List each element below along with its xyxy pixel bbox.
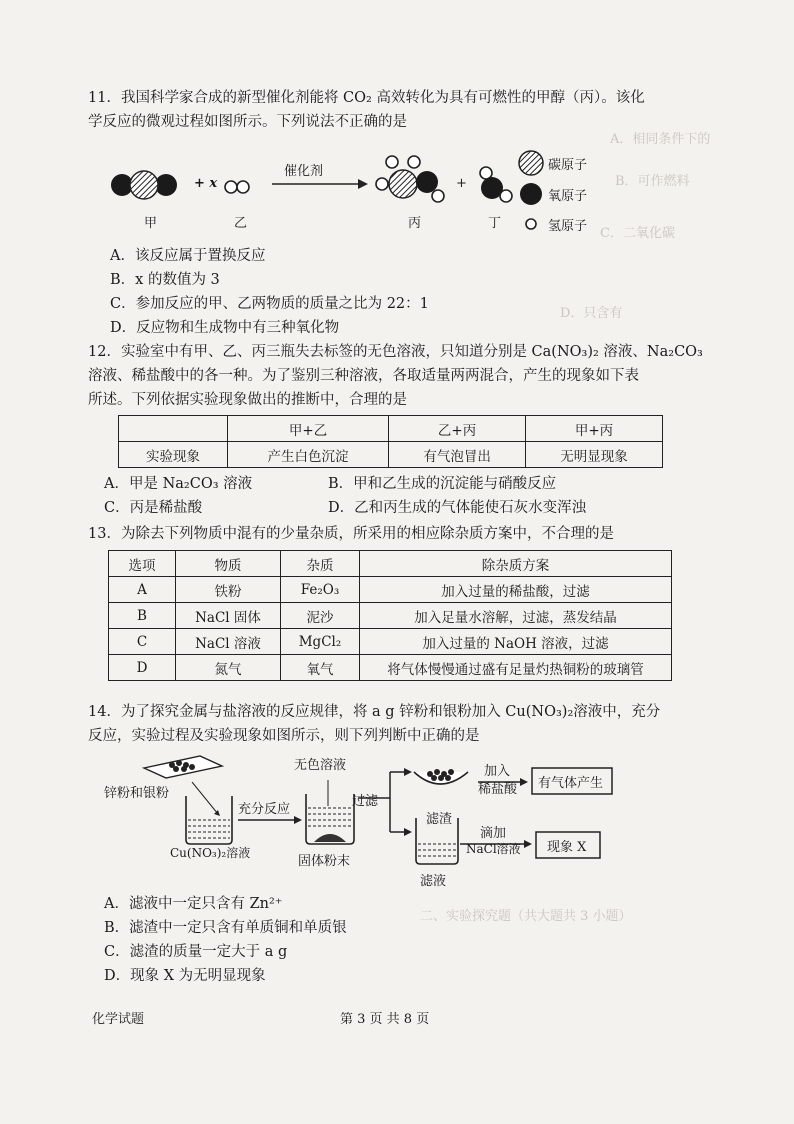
q11-catalyst-label: 催化剂 — [284, 164, 324, 179]
table-cell — [119, 416, 228, 442]
table-cell: 泥沙 — [281, 603, 360, 629]
table-cell: 铁粉 — [176, 577, 281, 603]
molecule-ding — [480, 167, 512, 202]
q12-table — [118, 415, 663, 468]
q13-stem: 13．为除去下列物质中混有的少量杂质，所采用的相应除杂质方案中，不合理的是 — [88, 526, 614, 542]
label-add: 加入 — [484, 764, 511, 779]
label-yi: 乙 — [234, 216, 248, 231]
q12-option-b: B．甲和乙生成的沉淀能与硝酸反应 — [328, 476, 557, 492]
label-ding: 丁 — [488, 216, 502, 231]
table-cell: 氧气 — [281, 655, 360, 681]
table-row — [109, 603, 672, 629]
legend-hydrogen: 氢原子 — [548, 219, 588, 234]
table-cell: 无明显现象 — [526, 442, 663, 468]
table-cell: MgCl₂ — [281, 629, 360, 655]
table-row — [119, 416, 663, 442]
q12-option-c: C．丙是稀盐酸 — [104, 500, 203, 516]
residue-dish-icon — [414, 769, 468, 784]
label-filtrate: 滤液 — [420, 874, 447, 889]
q11-option-c: C．参加反应的甲、乙两物质的质量之比为 22：1 — [110, 296, 429, 312]
molecule-jia — [111, 171, 177, 199]
q14-option-a: A．滤液中一定只含有 Zn²⁺ — [104, 896, 283, 912]
label-full-react: 充分反应 — [238, 802, 291, 817]
table-cell: 杂质 — [281, 551, 360, 577]
table-cell: A — [109, 577, 176, 603]
q14-process-diagram — [100, 748, 660, 898]
legend-carbon: 碳原子 — [548, 158, 588, 173]
label-jia: 甲 — [144, 216, 158, 231]
table-cell: B — [109, 603, 176, 629]
q11-plus-x: + x — [194, 176, 218, 191]
q11-stem-line2: 学反应的微观过程如图所示。下列说法不正确的是 — [88, 114, 407, 130]
exam-page: A．相同条件下的 B．可作燃料 C．二氧化碳 D．只含有 二、实验探究题（共大题共 3 小题） 11．我国科学家合成的新型催化剂能将 CO₂ 高效转化为具有可燃性的甲醇（丙）。该化 学反应的微观过程如图所示。下列说法不正确的是 + x 催化剂 + 甲 乙 丙 丁 碳原子 氧原子 氢原子 A．该反应属于置换反应 B．x 的数值为 3 C．参加反应的甲、乙两物质的质量之比为 22：1 D．反应物和生成物中有三种氧化物 12．实验室中有甲、乙、丙三瓶失去标签的无色溶液，只知道分别是 Ca(NO₃)₂ 溶液、Na₂CO₃ 溶液、稀盐酸中的各一种。为了鉴别三种溶液，各取适量两两混合，产生的现象如下表 所述。下列依据实验现象做出的推断中，合理的是 甲+乙 乙+丙 甲+丙 实验现象 产生白色沉淀 有气泡冒出 无明显现象 A．甲是 Na₂CO₃ 溶液 B．甲和乙生成的沉淀能与硝酸反应 C．丙是稀盐酸 D．乙和丙生成的气体能使石灰水变浑浊 13．为除去下列物质中混有的少量杂质，所采用的相应除杂质方案中，不合理的是 选项 物质 杂质 除杂质方案 A 铁粉 Fe₂O₃ 加入过量的稀盐酸，过滤 B NaCl 固体 泥沙 加入足量水溶解，过滤，蒸发结晶 C NaCl 溶液 MgCl₂ 加入过量的 NaOH 溶液，过滤 D 氮气 氧气 将气体慢慢通过盛有足量灼热铜粉的玻璃管 14．为了探究金属与盐溶液的反应规律，将 a g 锌粉和银粉加入 Cu(NO₃)₂溶液中，充分 反应，实验过程及实验现象如图所示，则下列判断中正确的是 锌粉和银粉 充分反应 无色溶液 过滤 Cu(NO₃)₂溶液 固体粉末 滤渣 滤液 加入 稀盐酸 有气体产生 滴加 NaCl溶液 现象 X A．滤液中一定只含有 Zn²⁺ B．滤渣中一定只含有单质铜和单质银 C．滤渣的质量一定大于 a g D．现象 X 为无明显现象 化学试题 第 3 页 共 8 页 — [88, 90, 711, 1027]
label-phenom-x: 现象 X — [547, 840, 587, 855]
q11-stem-line1: 11．我国科学家合成的新型催化剂能将 CO₂ 高效转化为具有可燃性的甲醇（丙）。该化 — [88, 90, 645, 106]
q14-option-d: D．现象 X 为无明显现象 — [104, 968, 266, 984]
table-cell: D — [109, 655, 176, 681]
molecule-yi — [225, 181, 249, 193]
q11-option-d: D．反应物和生成物中有三种氧化物 — [110, 320, 340, 336]
label-filter: 过滤 — [352, 794, 379, 809]
table-cell: 加入足量水溶解，过滤，蒸发结晶 — [360, 603, 672, 629]
label-drop: 滴加 — [480, 826, 507, 841]
table-row — [119, 442, 663, 468]
molecule-bing — [376, 156, 444, 202]
powder-tray-icon — [144, 756, 222, 778]
q11-option-a: A．该反应属于置换反应 — [110, 248, 266, 264]
label-gas: 有气体产生 — [538, 776, 604, 791]
label-cu-solution: Cu(NO₃)₂溶液 — [170, 846, 251, 860]
q12-option-d: D．乙和丙生成的气体能使石灰水变浑浊 — [328, 500, 587, 516]
label-residue: 滤渣 — [426, 812, 453, 827]
carbon-legend-icon — [519, 151, 543, 175]
q11-plus2: + — [456, 176, 467, 191]
label-naoh: NaCl溶液 — [466, 842, 521, 856]
table-row — [109, 629, 672, 655]
table-row — [109, 577, 672, 603]
oxygen-legend-icon — [520, 183, 542, 205]
table-cell: 有气泡冒出 — [389, 442, 526, 468]
q14-stem-line1: 14．为了探究金属与盐溶液的反应规律，将 a g 锌粉和银粉加入 Cu(NO₃)₂溶液中，充分 — [88, 704, 661, 720]
table-cell: 除杂质方案 — [360, 551, 672, 577]
table-cell: 加入过量的稀盐酸，过滤 — [360, 577, 672, 603]
q12-option-a: A．甲是 Na₂CO₃ 溶液 — [104, 476, 253, 492]
label-zinc-silver: 锌粉和银粉 — [104, 786, 170, 801]
beaker-reacted — [306, 780, 354, 844]
table-cell: 加入过量的 NaOH 溶液，过滤 — [360, 629, 672, 655]
q11-reaction-diagram — [100, 140, 700, 240]
q12-stem-line1: 12．实验室中有甲、乙、丙三瓶失去标签的无色溶液，只知道分别是 Ca(NO₃)₂ 溶液、Na₂CO₃ — [88, 344, 703, 360]
table-cell: 实验现象 — [119, 442, 228, 468]
table-cell: 氮气 — [176, 655, 281, 681]
q14-option-b: B．滤渣中一定只含有单质铜和单质银 — [104, 920, 347, 936]
label-bing: 丙 — [408, 216, 422, 231]
footer-subject: 化学试题 — [92, 1012, 145, 1027]
q11-option-b: B．x 的数值为 3 — [110, 272, 220, 288]
legend-oxygen: 氧原子 — [548, 189, 588, 204]
label-hcl: 稀盐酸 — [478, 782, 518, 797]
table-cell: 产生白色沉淀 — [228, 442, 389, 468]
table-cell: 乙+丙 — [389, 416, 526, 442]
table-row — [109, 551, 672, 577]
label-solid: 固体粉末 — [298, 854, 351, 869]
footer-page: 第 3 页 共 8 页 — [340, 1012, 430, 1027]
table-cell: 物质 — [176, 551, 281, 577]
table-cell: 将气体慢慢通过盛有足量灼热铜粉的玻璃管 — [360, 655, 672, 681]
beaker-cu-solution — [186, 782, 232, 844]
table-cell: Fe₂O₃ — [281, 577, 360, 603]
label-colorless: 无色溶液 — [294, 758, 347, 773]
q14-stem-line2: 反应，实验过程及实验现象如图所示，则下列判断中正确的是 — [88, 728, 480, 744]
table-cell: NaCl 固体 — [176, 603, 281, 629]
table-cell: 甲+乙 — [228, 416, 389, 442]
table-row — [109, 655, 672, 681]
q12-stem-line3: 所述。下列依据实验现象做出的推断中，合理的是 — [88, 392, 407, 408]
table-cell: C — [109, 629, 176, 655]
q12-stem-line2: 溶液、稀盐酸中的各一种。为了鉴别三种溶液，各取适量两两混合，产生的现象如下表 — [88, 368, 639, 384]
table-cell: NaCl 溶液 — [176, 629, 281, 655]
table-cell: 选项 — [109, 551, 176, 577]
table-cell: 甲+丙 — [526, 416, 663, 442]
hydrogen-legend-icon — [526, 219, 536, 229]
q13-table — [108, 550, 672, 681]
q14-option-c: C．滤渣的质量一定大于 a g — [104, 944, 288, 960]
